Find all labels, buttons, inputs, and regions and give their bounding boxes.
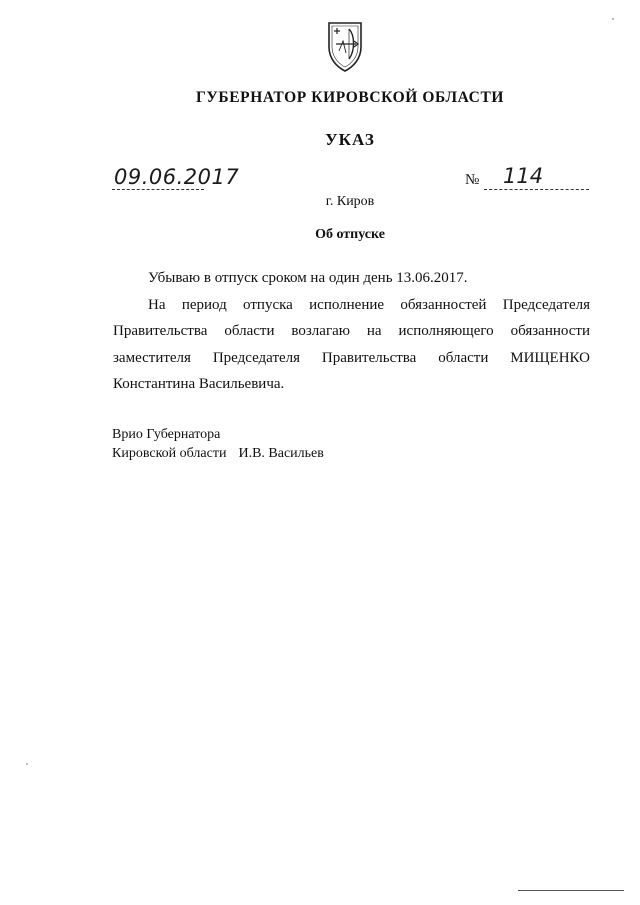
signatory-region: Кировской области [112,446,227,461]
document-number: 114 [503,164,544,188]
coat-of-arms-icon [325,17,365,73]
document-type: УКАЗ [325,130,375,149]
bottom-scan-mark [518,890,624,891]
document-date: 09.06.2017 [114,165,240,189]
issue-city: г. Киров [325,194,375,209]
body-paragraph-1: Убываю в отпуск сроком на один день 13.06.2017. [148,270,468,286]
issuing-authority: ГУБЕРНАТОР КИРОВСКОЙ ОБЛАСТИ [195,89,505,106]
signatory-name: И.В. Васильев [238,446,324,461]
number-underline [484,189,589,190]
document-subject: Об отпуске [315,227,385,242]
signatory-region-line [112,444,324,463]
signatory-title: Врио Губернатора [112,427,221,442]
scan-speck [612,18,614,20]
signature-block [112,425,324,463]
scan-speck [26,763,28,765]
date-underline [112,189,204,190]
number-sign: № [465,172,480,188]
body-paragraph-2: На период отпуска исполнение обязанностей Председателя Правительства области возлагаю на исполняющего обязанности заместителя Председателя Правительства области МИЩЕНКО Константина Васильевича. [113,296,590,392]
document-body [113,265,590,398]
